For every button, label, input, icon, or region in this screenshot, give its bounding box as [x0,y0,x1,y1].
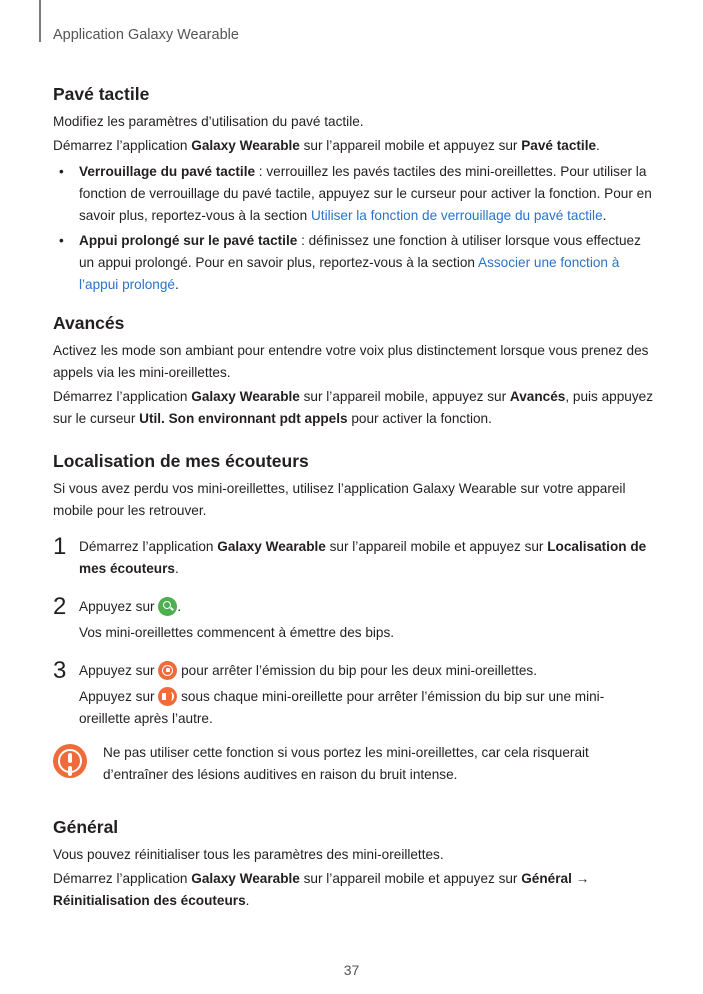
app-name: Galaxy Wearable [191,389,300,404]
step-text [79,660,653,682]
step-text [79,536,653,580]
step-number: 1 [53,533,67,560]
step-subtext: Vos mini-oreillettes commencent à émettre des bips. [79,625,395,640]
app-name: Galaxy Wearable [217,539,326,554]
text: Appuyez sur [79,599,159,614]
text: sur l’appareil mobile et appuyez sur [325,539,548,554]
section-title-avances: Avancés [53,313,125,333]
pave-options-list [53,161,653,296]
stop-icon [158,661,177,680]
arrow: → [571,871,590,886]
general-steps [53,868,653,912]
header-bar [39,0,41,42]
list-item [53,161,653,227]
text: . [596,138,600,153]
option-name: Appui prolongé sur le pavé tactile [79,233,298,248]
text: , puis appuyez sur le curseur [53,389,653,426]
avances-intro: Activez les mode son ambiant pour entendre votre voix plus distinctement lorsque vous prenez des appels via les mini-oreillettes. [53,343,649,380]
app-name: Galaxy Wearable [191,871,300,886]
text: Démarrez l’application [53,138,192,153]
step-2 [53,593,653,644]
text: sur l’appareil mobile, appuyez sur [299,389,510,404]
page-header: Application Galaxy Wearable [53,27,239,43]
text: sur l’appareil mobile et appuyez sur [299,871,522,886]
page-number: 37 [343,962,360,978]
step-number: 3 [53,657,67,684]
option-name: Util. Son environnant pdt appels [139,411,348,426]
general-intro: Vous pouvez réinitialiser tous les paramètres des mini-oreillettes. [53,847,444,862]
pave-intro: Modifiez les paramètres d’utilisation du pavé tactile. [53,114,364,129]
text: : verrouillez les pavés tactiles des mini-oreillettes. Pour utiliser la fonction de verrouillage du pavé tactile, appuyez sur le curseur pour activer la fonction. Pour en savoir plus, reportez-vous à la section [79,164,652,223]
section-link[interactable]: Associer une fonction à l’appui prolongé [79,255,620,292]
text: . [245,893,250,908]
text: pour activer la fonction. [347,411,492,426]
text: Démarrez l’application [79,539,218,554]
section-link[interactable]: Utiliser la fonction de verrouillage du pavé tactile [310,208,603,223]
text: sous chaque mini-oreillette pour arrêter l’émission du bip sur une mini-oreillette après l’autre. [79,689,605,726]
avances-steps [53,386,653,430]
section-title-localisation: Localisation de mes écouteurs [53,451,309,471]
step-1 [53,533,653,580]
text: Appuyez sur [79,663,159,678]
bullet: • [59,164,64,179]
section-title-pave: Pavé tactile [53,84,150,104]
menu-target: Général [521,871,572,886]
list-item [53,230,653,296]
warning-icon [53,744,87,778]
caution-notice [53,742,653,786]
sound-icon [158,687,177,706]
menu-target: Localisation de mes écouteurs [79,539,647,576]
text: Appuyez sur [79,689,159,704]
page-content [53,81,653,912]
step-subtext [79,686,653,730]
step-3 [53,657,653,730]
search-icon [158,597,177,616]
notice-text: Ne pas utiliser cette fonction si vous portez les mini-oreillettes, car cela risquerait d’entraîner des lésions auditives en raison du bruit intense. [103,745,589,782]
text: Démarrez l’application [53,389,192,404]
option-name: Verrouillage du pavé tactile [79,164,256,179]
text: sur l’appareil mobile et appuyez sur [299,138,522,153]
text: : définissez une fonction à utiliser lorsque vous effectuez un appui prolongé. Pour en savoir plus, reportez-vous à la section [79,233,641,270]
step-text [79,596,653,618]
text: . [602,208,607,223]
bullet: • [59,233,64,248]
menu-target: Avancés [509,389,566,404]
menu-target: Pavé tactile [521,138,597,153]
text: . [174,561,179,576]
text: . [175,277,179,292]
text: pour arrêter l’émission du bip pour les deux mini-oreillettes. [177,663,537,678]
menu-target: Réinitialisation des écouteurs [53,893,246,908]
pave-start [53,135,653,157]
step-number: 2 [53,593,67,620]
app-name: Galaxy Wearable [191,138,300,153]
text: Démarrez l’application [53,871,192,886]
localisation-intro: Si vous avez perdu vos mini-oreillettes, utilisez l’application Galaxy Wearable sur votre appareil mobile pour les retrouver. [53,481,626,518]
section-title-general: Général [53,817,119,837]
text: . [177,599,182,614]
